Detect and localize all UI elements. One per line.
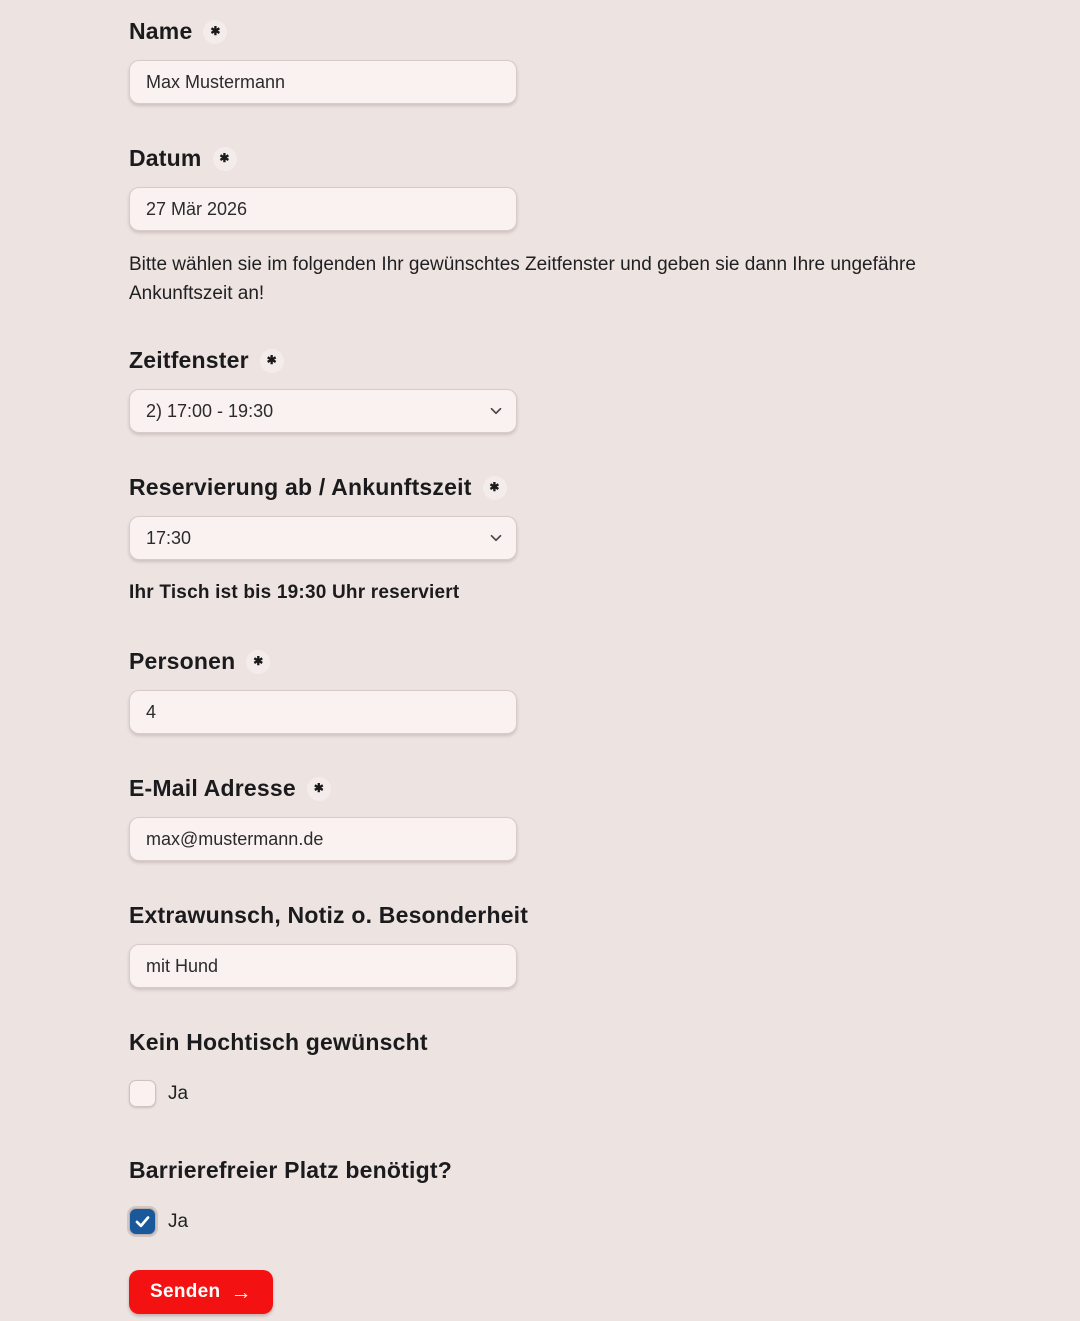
email-label (129, 775, 1080, 802)
arrow-right-icon: → (230, 1280, 252, 1304)
required-marker: ✱ (213, 147, 237, 171)
zeitfenster-select-wrap (129, 389, 517, 433)
field-group-email (129, 775, 1080, 861)
ankunftszeit-select-wrap (129, 516, 517, 560)
field-group-zeitfenster (129, 347, 1080, 433)
field-group-name (129, 18, 1080, 104)
barrierefrei-checkbox[interactable] (129, 1208, 156, 1235)
name-label (129, 18, 1080, 45)
kein-hochtisch-option-label[interactable]: Ja (168, 1082, 189, 1104)
ankunftszeit-select[interactable] (129, 516, 517, 560)
personen-label (129, 648, 1080, 675)
barrierefrei-row (129, 1208, 1080, 1235)
field-group-ankunftszeit (129, 474, 1080, 560)
datum-label-text: Datum (129, 145, 202, 171)
field-group-datum (129, 145, 1080, 231)
zeitfenster-label-text: Zeitfenster (129, 347, 249, 373)
senden-button[interactable] (129, 1270, 273, 1314)
required-marker: ✱ (203, 20, 227, 44)
required-marker: ✱ (307, 777, 331, 801)
barrierefrei-label-text: Barrierefreier Platz benötigt? (129, 1157, 452, 1183)
kein-hochtisch-label (129, 1029, 1080, 1056)
zeitfenster-hint-text: Bitte wählen sie im folgenden Ihr gewünschtes Zeitfenster und geben sie dann Ihre ungefähre Ankunftszeit an! (129, 254, 916, 304)
kein-hochtisch-checkbox[interactable] (129, 1080, 156, 1107)
kein-hochtisch-row (129, 1080, 1080, 1107)
field-group-extrawunsch (129, 902, 1080, 988)
name-input[interactable] (129, 60, 517, 104)
field-group-barrierefrei (129, 1157, 1080, 1235)
extrawunsch-label (129, 902, 1080, 929)
field-group-personen (129, 648, 1080, 734)
zeitfenster-select[interactable] (129, 389, 517, 433)
barrierefrei-option-label[interactable]: Ja (168, 1210, 189, 1232)
kein-hochtisch-label-text: Kein Hochtisch gewünscht (129, 1029, 428, 1055)
extrawunsch-input[interactable] (129, 944, 517, 988)
checkmark-icon (133, 1212, 152, 1231)
email-label-text: E-Mail Adresse (129, 775, 296, 801)
field-group-kein-hochtisch (129, 1029, 1080, 1107)
datum-label (129, 145, 1080, 172)
name-label-text: Name (129, 18, 193, 44)
ankunftszeit-label-text: Reservierung ab / Ankunftszeit (129, 474, 472, 500)
ankunftszeit-label (129, 474, 1080, 501)
personen-input[interactable] (129, 690, 517, 734)
barrierefrei-label (129, 1157, 1080, 1184)
personen-label-text: Personen (129, 648, 236, 674)
required-marker: ✱ (483, 476, 507, 500)
email-input[interactable] (129, 817, 517, 861)
datum-input[interactable] (129, 187, 517, 231)
zeitfenster-label (129, 347, 1080, 374)
senden-button-label: Senden (150, 1281, 221, 1302)
required-marker: ✱ (246, 650, 270, 674)
extrawunsch-label-text: Extrawunsch, Notiz o. Besonderheit (129, 902, 529, 928)
reservation-note: Ihr Tisch ist bis 19:30 Uhr reserviert (129, 582, 460, 603)
required-marker: ✱ (260, 349, 284, 373)
